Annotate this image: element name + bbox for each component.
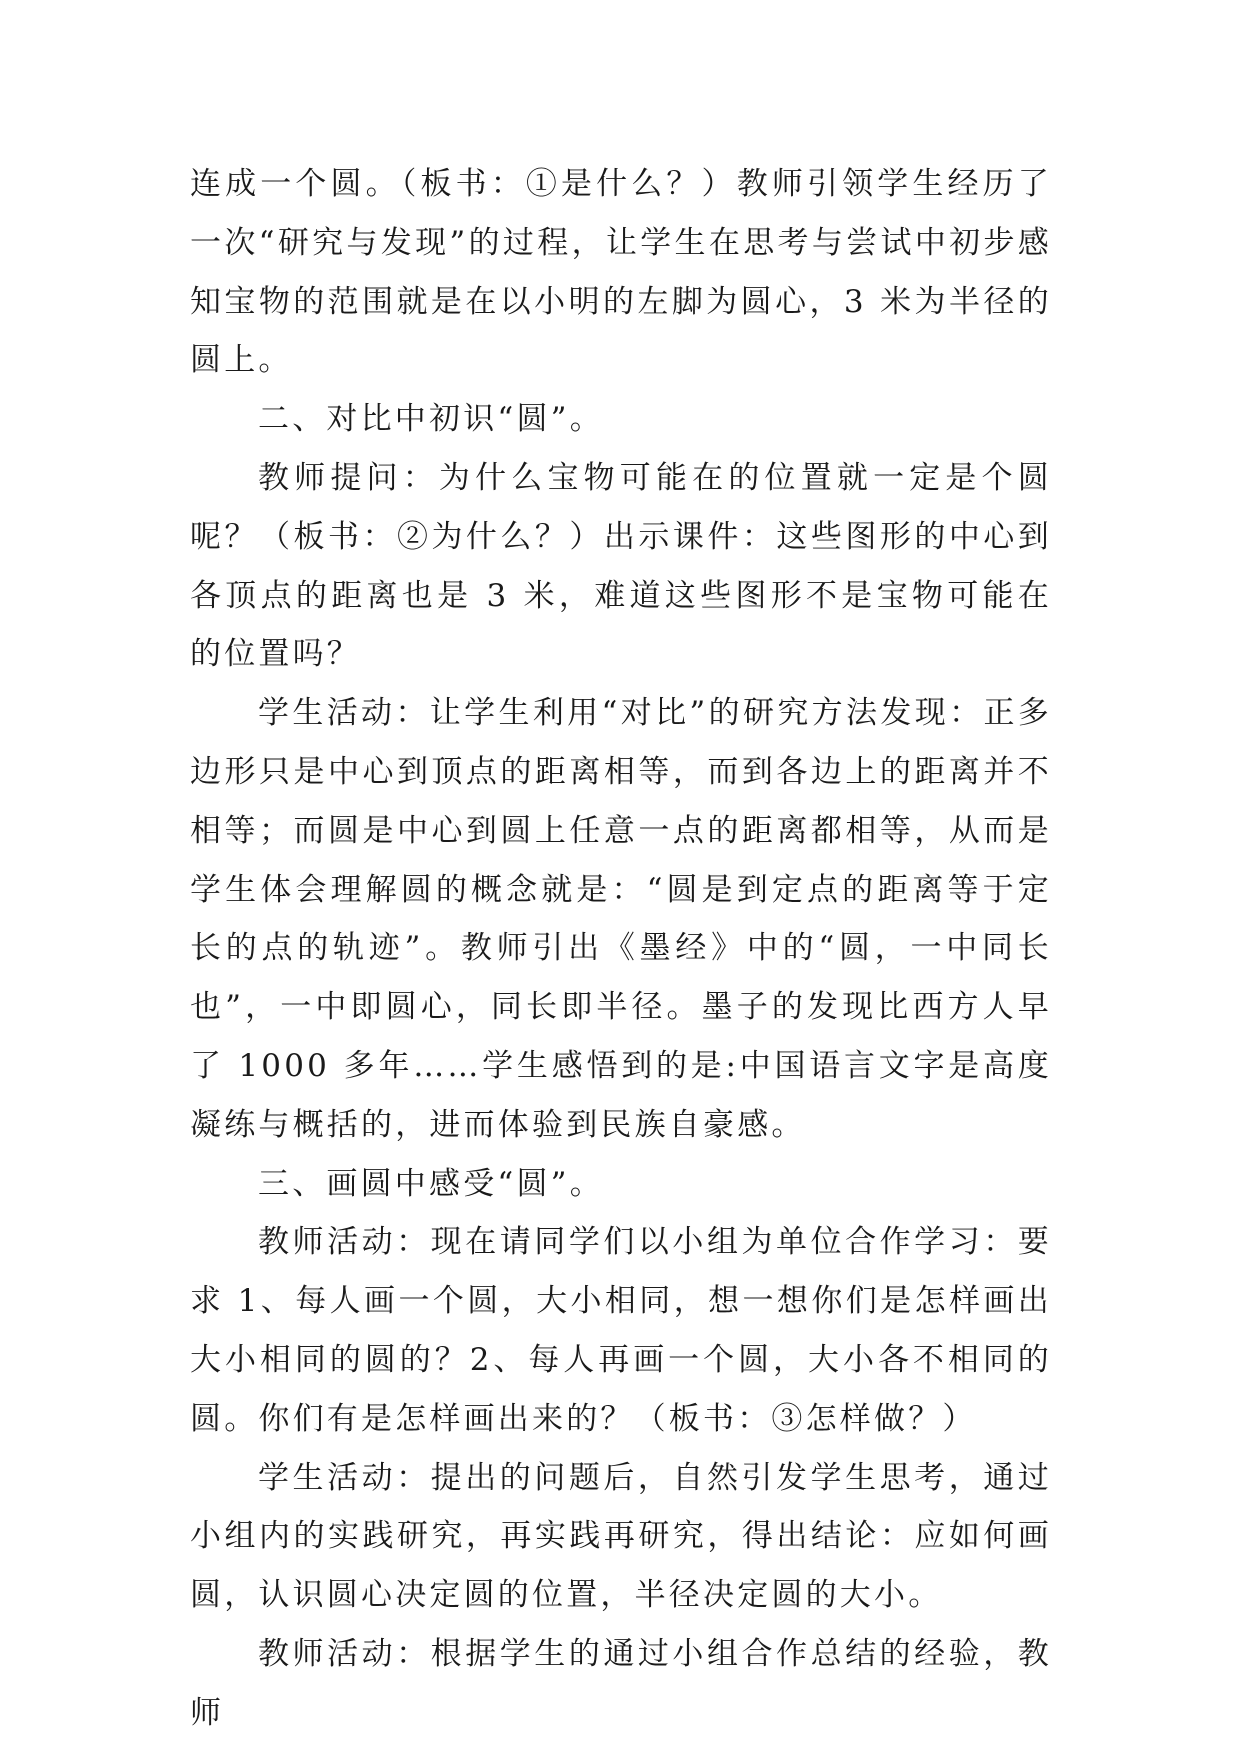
paragraph-teacher-activity-summary: 教师活动：根据学生的通过小组合作总结的经验，教师 bbox=[190, 1635, 1052, 1731]
paragraph-student-activity-draw: 学生活动：提出的问题后，自然引发学生思考，通过小组内的实践研究，再实践再研究，得出结论：应如何画圆，认识圆心决定圆的位置，半径决定圆的大小。 bbox=[190, 1459, 1052, 1614]
section-heading-2: 二、对比中初识“圆”。 bbox=[258, 401, 604, 438]
paragraph-student-activity-compare: 学生活动：让学生利用“对比”的研究方法发现：正多边形只是中心到顶点的距离相等，而到各边上的距离并不相等；而圆是中心到圆上任意一点的距离都相等，从而是学生体会理解圆的概念就是：“圆是到定点的距离等于定长的点的轨迹”。教师引出《墨经》中的“圆，一中同长也”，一中即圆心，同长即半径。墨子的发现比西方人早了 1000 多年……学生感悟到的是:中国语言文字是高度凝练与概括的，进而体验到民族自豪感。 bbox=[190, 695, 1052, 1143]
section-heading-3: 三、画圆中感受“圆”。 bbox=[258, 1165, 604, 1202]
paragraph-teacher-question: 教师提问：为什么宝物可能在的位置就一定是个圆呢？（板书：②为什么？）出示课件：这些图形的中心到各顶点的距离也是 3 米，难道这些图形不是宝物可能在的位置吗？ bbox=[190, 459, 1052, 673]
document-body bbox=[190, 155, 1052, 1743]
paragraph-continuation-circle: 连成一个圆。（板书：①是什么？）教师引领学生经历了一次“研究与发现”的过程，让学生在思考与尝试中初步感知宝物的范围就是在以小明的左脚为圆心，3 米为半径的圆上。 bbox=[190, 166, 1052, 379]
paragraph-teacher-activity-groups: 教师活动：现在请同学们以小组为单位合作学习：要求 1、每人画一个圆，大小相同，想一想你们是怎样画出大小相同的圆的？2、每人再画一个圆，大小各不相同的圆。你们有是怎样画出来的？（板书：③怎样做？） bbox=[190, 1224, 1052, 1437]
